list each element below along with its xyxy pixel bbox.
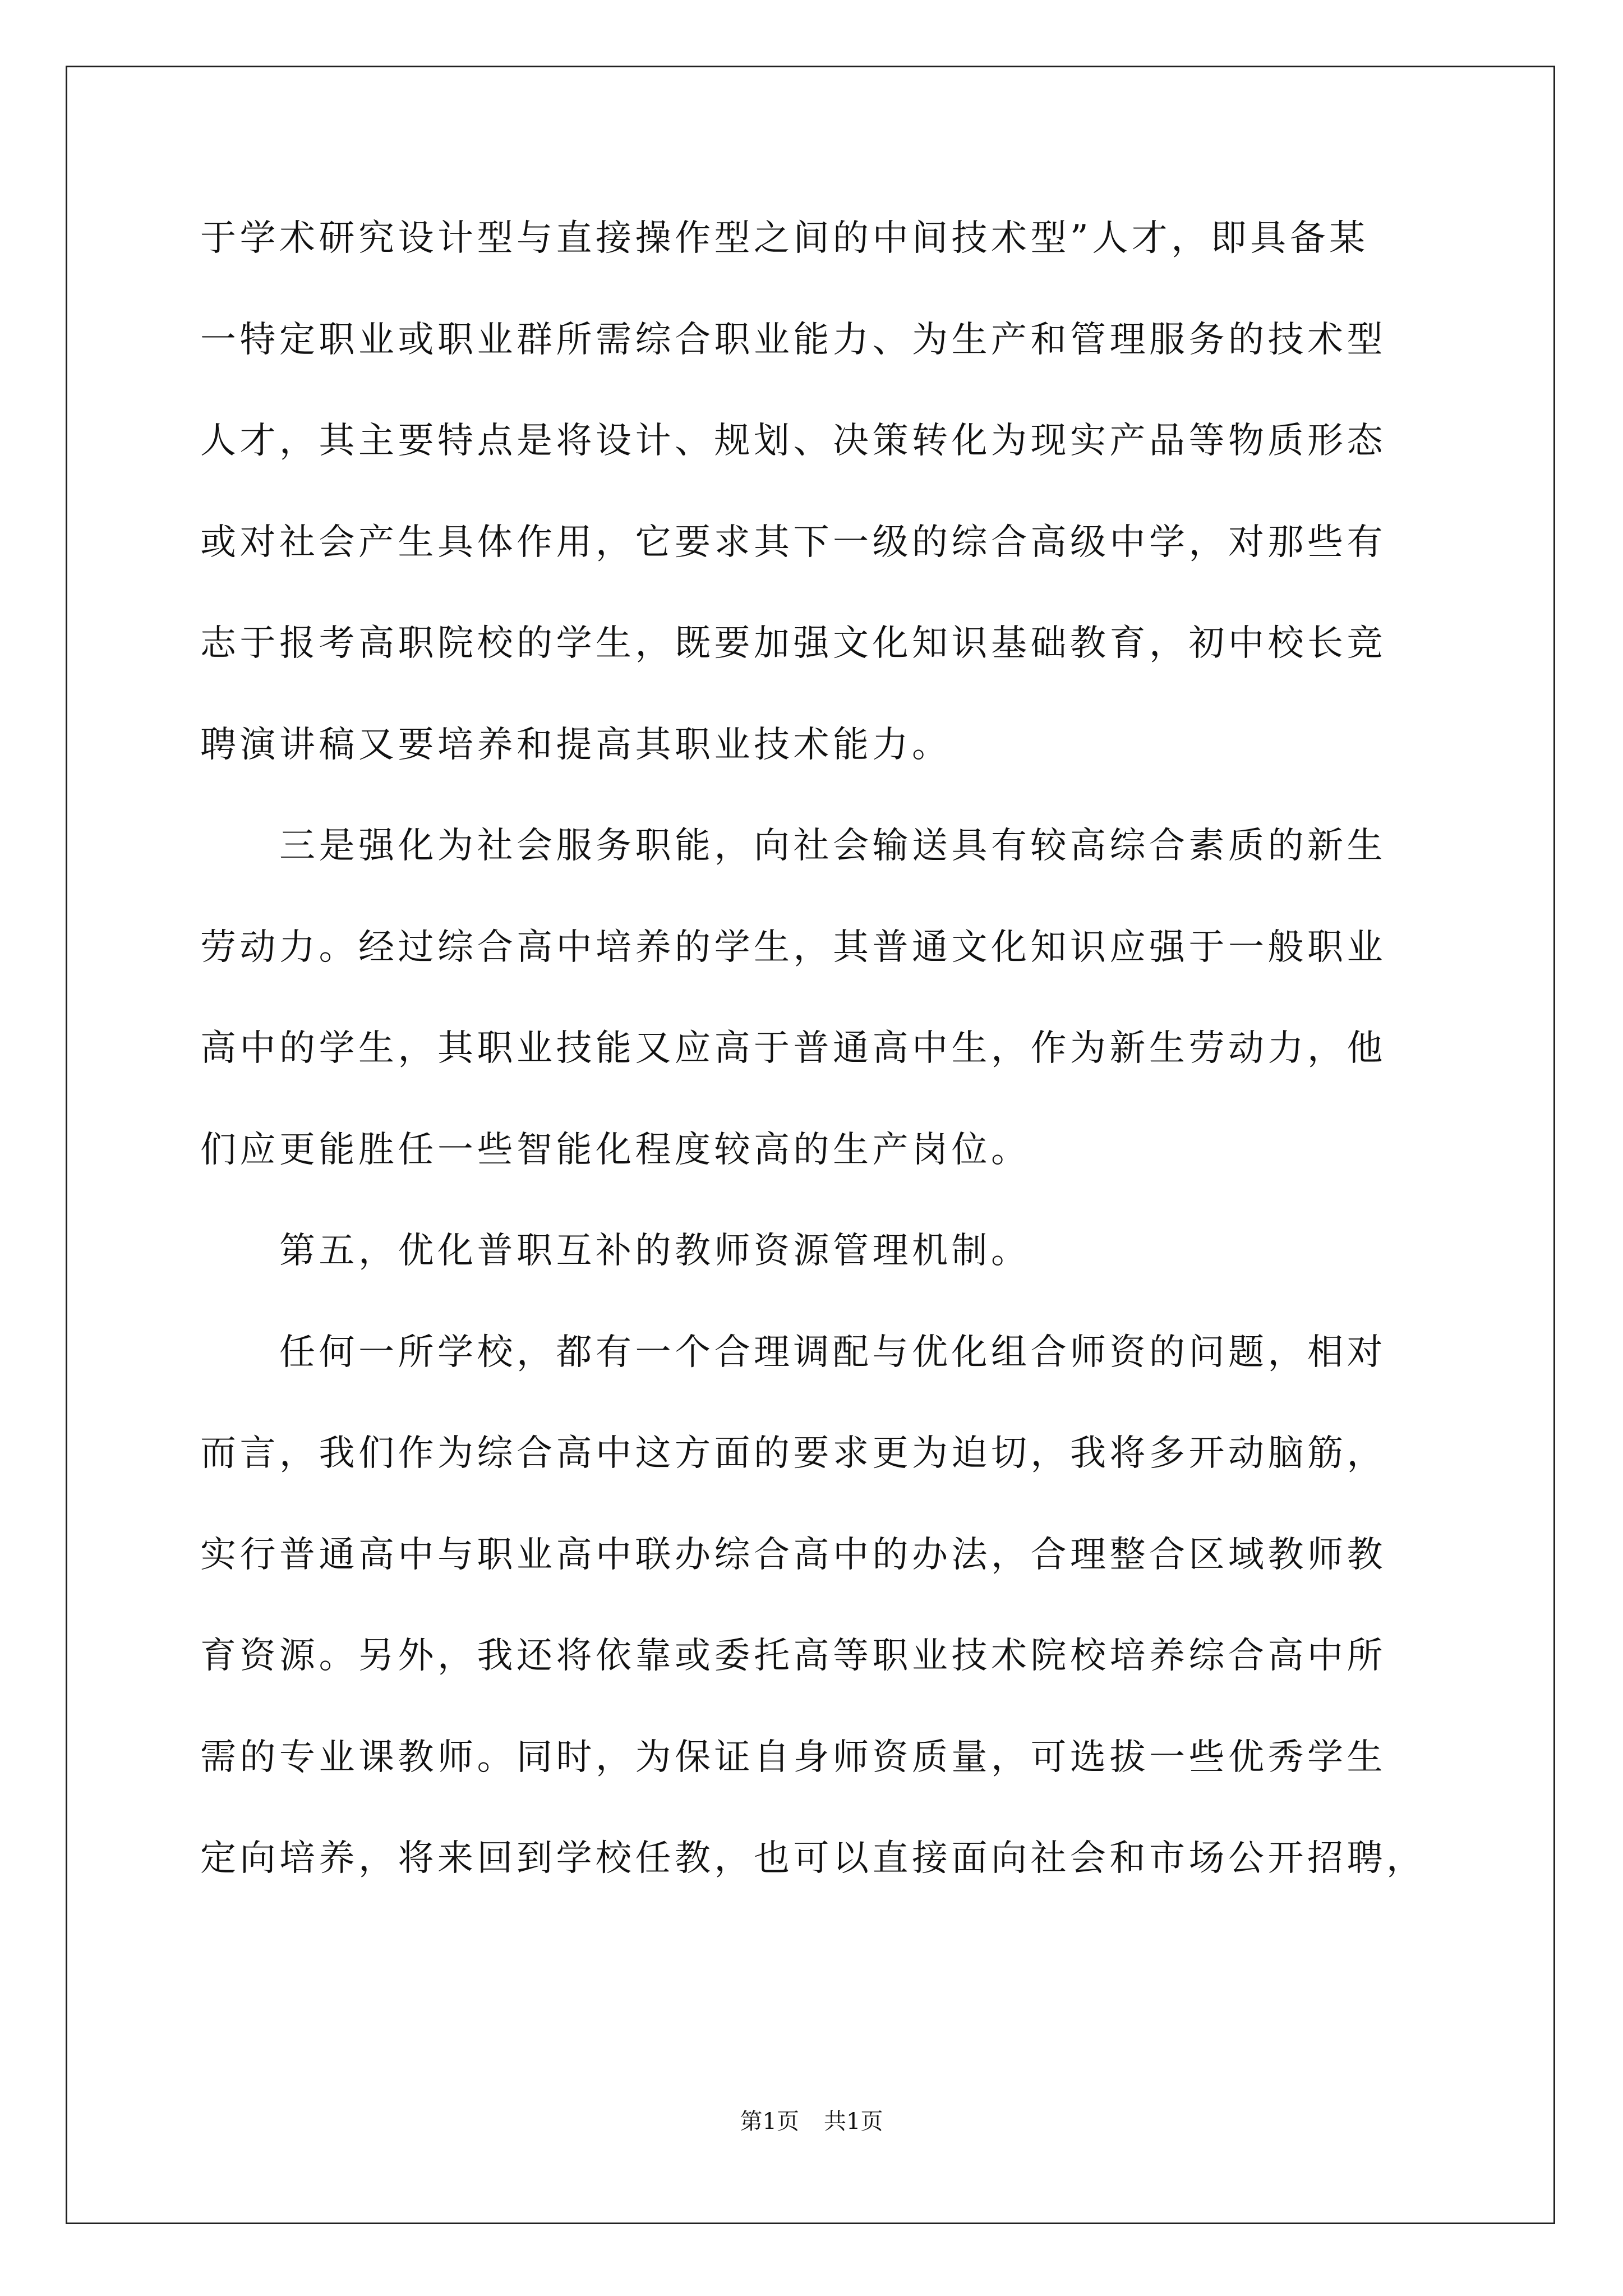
text-line: 或对社会产生具体作用，它要求其下一级的综合高级中学，对那些有 (200, 521, 1386, 563)
text-line: 人才，其主要特点是将设计、规划、决策转化为现实产品等物质形态 (200, 420, 1386, 462)
page-footer (0, 2108, 1623, 2135)
text-line: 一特定职业或职业群所需综合职业能力、为生产和管理服务的技术型 (200, 319, 1386, 361)
text-line: 第五，优化普职互补的教师资源管理机制。 (200, 1230, 1031, 1272)
text-line: 三是强化为社会服务职能，向社会输送具有较高综合素质的新生 (200, 825, 1386, 867)
text-line: 任何一所学校，都有一个合理调配与优化组合师资的问题，相对 (200, 1331, 1386, 1373)
page-number-current: 第1页 (740, 2109, 799, 2134)
text-line: 高中的学生，其职业技能又应高于普通高中生，作为新生劳动力，他 (200, 1028, 1386, 1069)
text-line: 需的专业课教师。同时，为保证自身师资质量，可选拔一些优秀学生 (200, 1736, 1386, 1778)
text-line: 实行普通高中与职业高中联办综合高中的办法，合理整合区域教师教 (200, 1534, 1386, 1576)
text-line: 于学术研究设计型与直接操作型之间的中间技术型”人才，即具备某 (200, 218, 1369, 259)
document-body (200, 220, 1426, 1942)
text-line: 志于报考高职院校的学生，既要加强文化知识基础教育，初中校长竞 (200, 623, 1386, 664)
text-line: 定向培养，将来回到学校任教，也可以直接面向社会和市场公开招聘， (200, 1838, 1426, 1879)
text-line: 劳动力。经过综合高中培养的学生，其普通文化知识应强于一般职业 (200, 926, 1386, 968)
text-line: 而言，我们作为综合高中这方面的要求更为迫切，我将多开动脑筋， (200, 1433, 1386, 1474)
page-number-total: 共1页 (824, 2109, 883, 2134)
text-line: 聘演讲稿又要培养和提高其职业技术能力。 (200, 724, 952, 766)
text-line: 们应更能胜任一些智能化程度较高的生产岗位。 (200, 1129, 1031, 1171)
text-line: 育资源。另外，我还将依靠或委托高等职业技术院校培养综合高中所 (200, 1635, 1386, 1677)
